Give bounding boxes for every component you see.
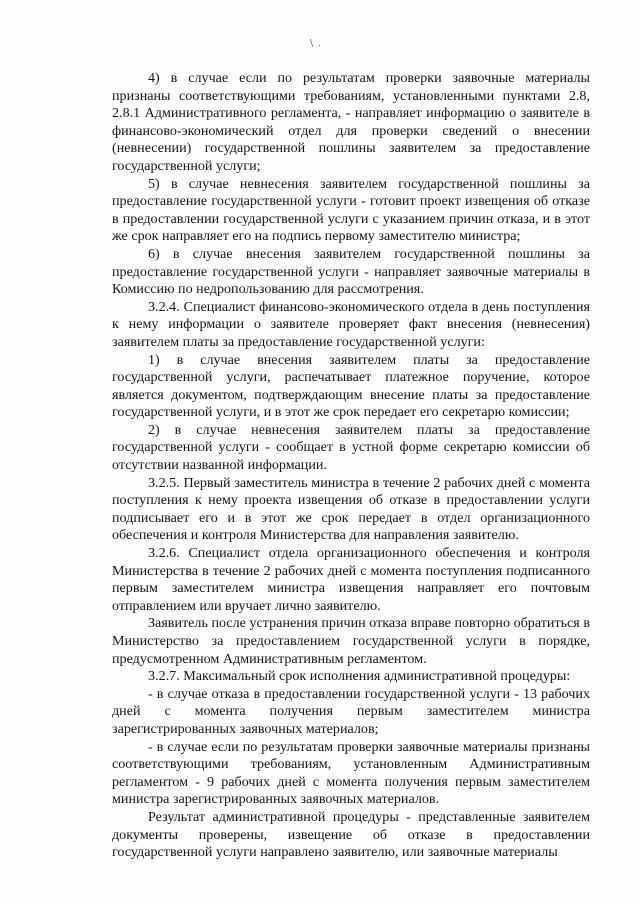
paragraph-item-6: 6) в случае внесения заявителем государственной пошлины за предоставление государственной услуги - направляет заявочные материалы в Комиссию по недропользованию для рассмотрения.	[112, 245, 590, 298]
paragraph-reapply: Заявитель после устранения причин отказа вправе повторно обратиться в Министерство за предоставлением государственной услуги в порядке, предусмотренном Административным регламентом.	[112, 615, 590, 667]
page-top-mark: \ .	[310, 39, 322, 49]
paragraph-3-2-5: 3.2.5. Первый заместитель министра в течение 2 рабочих дней с момента поступления к нему проекта извещения об отказе в предоставлении услуги подписывает его и в этот же срок передает в отдел организационного обеспечения и контроля Министерства для направления заявителю.	[112, 474, 590, 544]
paragraph-3-2-7-compliant: - в случае если по результатам проверки заявочные материалы признаны соответствующими требованиям, установленным Административным регламентом - 9 рабочих дней с момента получения первым заместителем министра зарегистрированных заявочных материалов.	[112, 738, 590, 808]
paragraph-3-2-7-refusal: - в случае отказа в предоставлении государственной услуги - 13 рабочих дней с момента получения первым заместителем министра зарегистрированных заявочных материалов;	[112, 685, 590, 737]
paragraph-3-2-4: 3.2.4. Специалист финансово-экономического отдела в день поступления к нему информации о заявителе проверяет факт внесения (невнесения) заявителем платы за предоставление государственной услуги:	[112, 298, 590, 350]
paragraph-3-2-6: 3.2.6. Специалист отдела организационного обеспечения и контроля Министерства в течение 2 рабочих дней с момента поступления подписанного первым заместителем министра извещения направляет его почтовым отправлением или вручает лично заявителю.	[112, 545, 590, 614]
paragraph-3-2-4-item-2: 2) в случае невнесения заявителем платы за предоставление государственной услуги - сообщает в устной форме секретарю комиссии об отсутствии названной информации.	[112, 421, 590, 474]
paragraph-item-5: 5) в случае невнесения заявителем государственной пошлины за предоставление государственной услуги - готовит проект извещения об отказе в предоставлении государственной услуги с указанием причин отказа, и в этот же срок направляет его на подпись первому заместителю министра;	[112, 175, 590, 245]
paragraph-result: Результат административной процедуры - представленные заявителем документы проверены, извещение об отказе в предоставлении государственной услуги направлено заявителю, или заявочные материалы	[112, 808, 590, 861]
paragraph-item-4: 4) в случае если по результатам проверки заявочные материалы признаны соответствующими требованиям, установленными пунктами 2.8, 2.8.1 Административного регламента, - направляет информацию о заявителе в финансово-экономический отдел для проверки сведений о внесении (невнесении) государственной пошлины заявителем за предоставление государственной услуги;	[112, 70, 590, 174]
paragraph-3-2-4-item-1: 1) в случае внесения заявителем платы за предоставление государственной услуги, распечатывает платежное поручение, которое является документом, подтверждающим внесение платы за предоставление государственной услуги, и в этот же срок передает его секретарю комиссии;	[112, 351, 590, 421]
paragraph-3-2-7: 3.2.7. Максимальный срок исполнения административной процедуры:	[148, 668, 571, 685]
document-body	[112, 70, 590, 862]
